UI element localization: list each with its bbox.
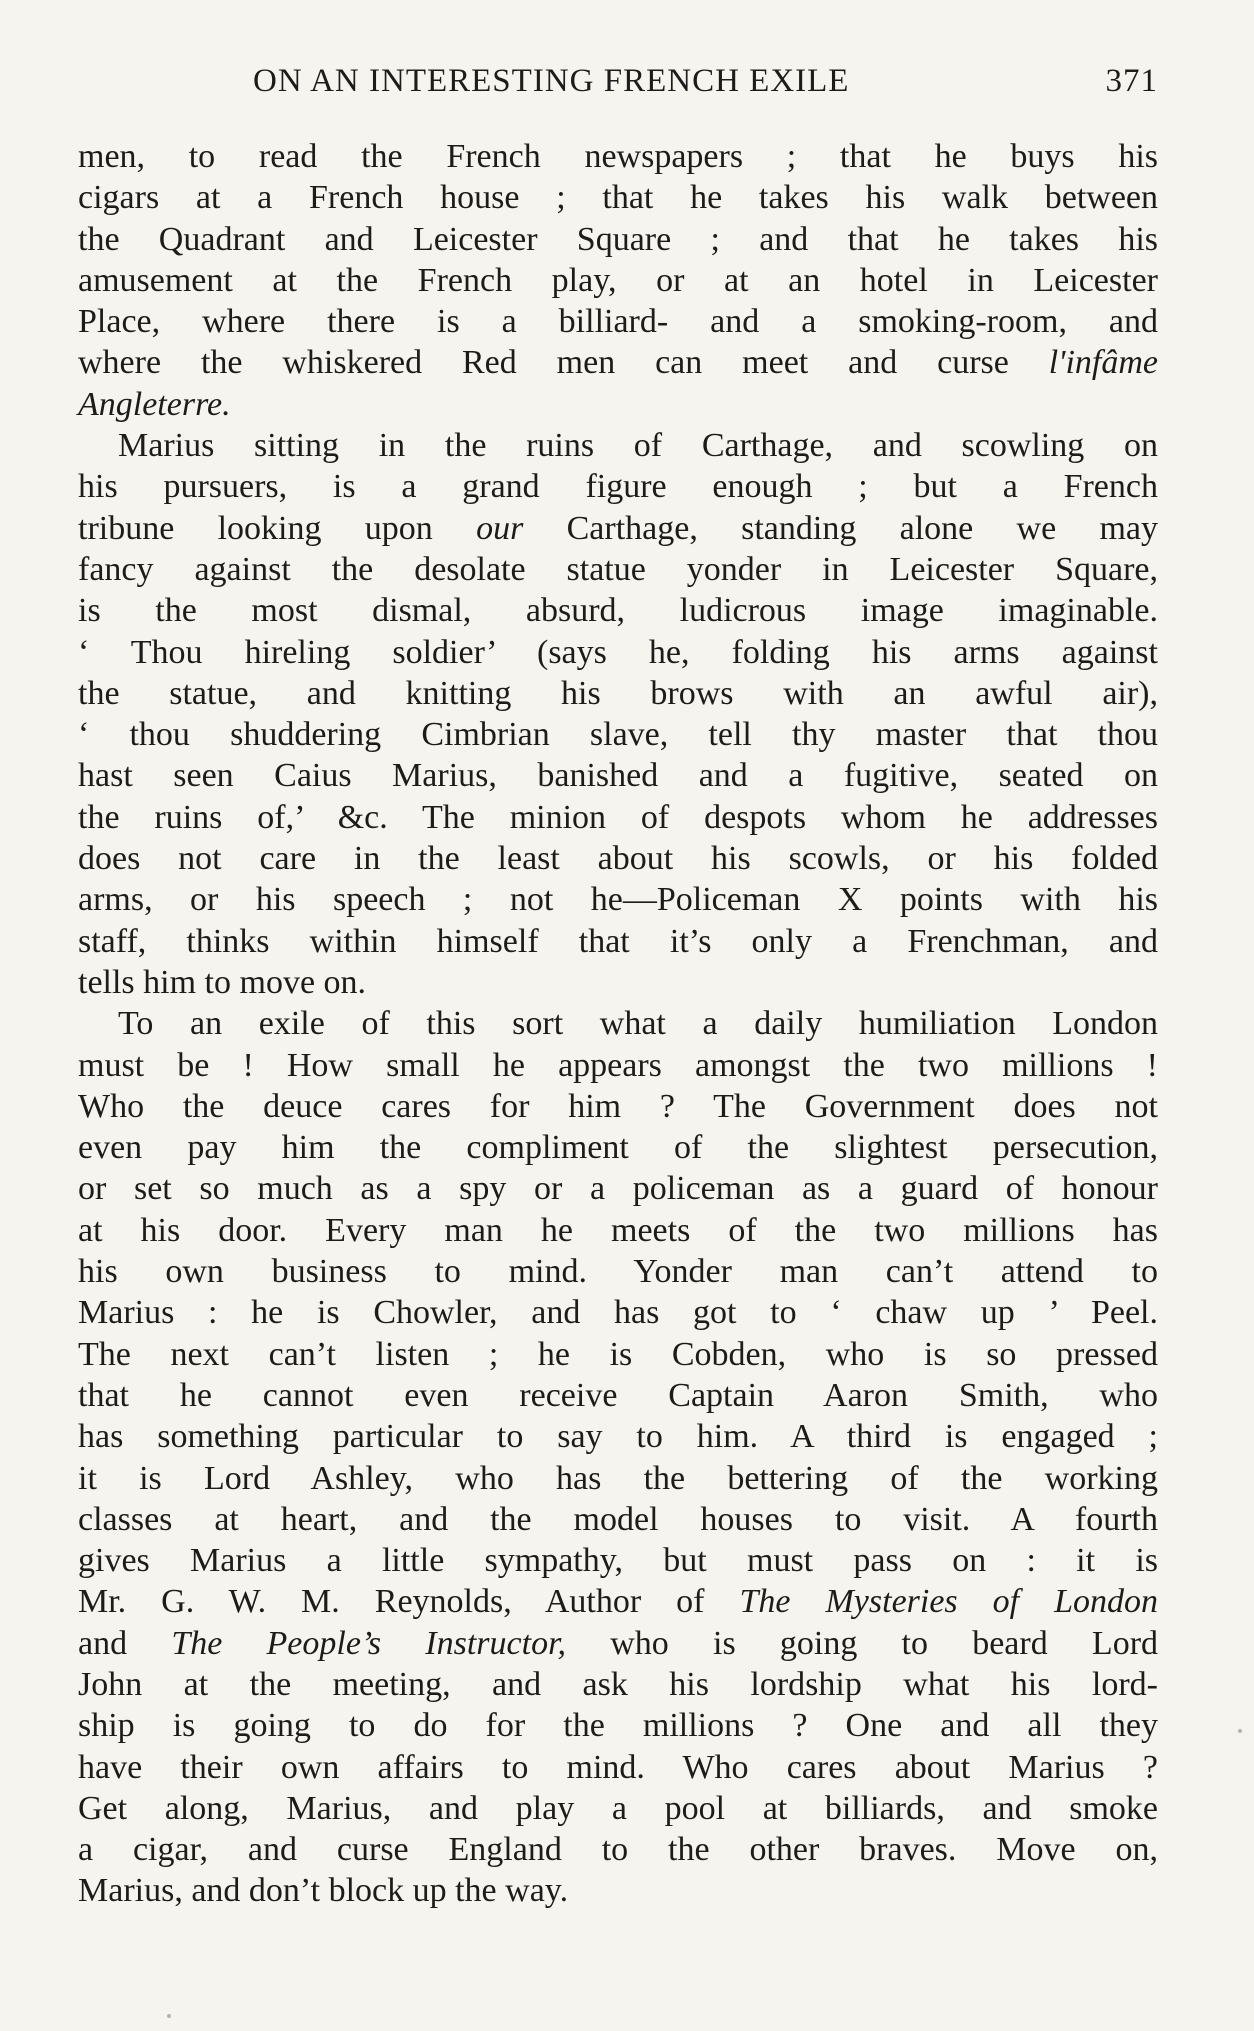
text-segment: Carthage, standing alone we may bbox=[566, 509, 1159, 547]
paragraph-start-line: Marius sitting in the ruins of Carthage, and scowling on bbox=[118, 427, 1158, 465]
text-line: The next can’t listen ; he is Cobden, who is so pressed bbox=[78, 1335, 1158, 1373]
text-line: ‘ thou shuddering Cimbrian slave, tell thy master that thou bbox=[78, 716, 1158, 754]
text-line bbox=[78, 342, 1158, 383]
text-segment: tribune looking upon bbox=[78, 509, 433, 547]
paragraph-start-line: To an exile of this sort what a daily humiliation London bbox=[118, 1005, 1158, 1043]
text-line: Who the deuce cares for him ? The Government does not bbox=[78, 1087, 1158, 1125]
text-line: tells him to move on. bbox=[78, 963, 367, 1001]
text-line: the Quadrant and Leicester Square ; and that he takes his bbox=[78, 220, 1158, 258]
text-line: has something particular to say to him. A third is engaged ; bbox=[78, 1418, 1158, 1456]
running-title: ON AN INTERESTING FRENCH EXILE bbox=[253, 63, 850, 99]
text-segment: and bbox=[78, 1624, 128, 1662]
text-line: men, to read the French newspapers ; that he buys his bbox=[78, 138, 1158, 175]
text-line: fancy against the desolate statue yonder in Leicester Square, bbox=[78, 550, 1158, 588]
text-line: have their own affairs to mind. Who cares about Marius ? bbox=[78, 1748, 1158, 1786]
text-line: a cigar, and curse England to the other braves. Move on, bbox=[78, 1831, 1158, 1869]
page-number: 371 bbox=[1105, 63, 1158, 99]
text-line: Marius, and don’t block up the way. bbox=[78, 1872, 569, 1910]
text-segment: where the whiskered Red men can meet and curse bbox=[78, 344, 1009, 382]
text-line: Marius : he is Chowler, and has got to ‘ chaw up ’ Peel. bbox=[78, 1294, 1158, 1332]
text-line: that he cannot even receive Captain Aaron Smith, who bbox=[78, 1376, 1158, 1414]
text-line bbox=[78, 1623, 1158, 1664]
text-line: cigars at a French house ; that he takes his walk between bbox=[78, 179, 1158, 217]
text-segment: who is going to beard Lord bbox=[610, 1624, 1159, 1662]
text-line: classes at heart, and the model houses to visit. A fourth bbox=[78, 1500, 1158, 1538]
text-line: hast seen Caius Marius, banished and a fugitive, seated on bbox=[78, 757, 1158, 795]
text-line: his own business to mind. Yonder man can’t attend to bbox=[78, 1253, 1158, 1291]
italic-phrase: l'infâme bbox=[1048, 344, 1158, 382]
italic-phrase: Angleterre. bbox=[78, 385, 231, 423]
text-line: staff, thinks within himself that it’s only a Frenchman, and bbox=[78, 922, 1158, 960]
text-line: amusement at the French play, or at an hotel in Leicester bbox=[78, 261, 1158, 299]
text-line bbox=[78, 384, 1158, 425]
text-segment: Mr. G. W. M. Reynolds, Author of bbox=[78, 1583, 705, 1621]
italic-word: our bbox=[476, 509, 524, 547]
text-line: or set so much as a spy or a policeman as a guard of honour bbox=[78, 1170, 1158, 1208]
text-line: Get along, Marius, and play a pool at billiards, and smoke bbox=[78, 1789, 1158, 1827]
running-head bbox=[78, 56, 1158, 106]
text-line: must be ! How small he appears amongst the two millions ! bbox=[78, 1046, 1158, 1084]
text-line: ship is going to do for the millions ? One and all they bbox=[78, 1707, 1158, 1745]
book-page bbox=[78, 0, 1158, 2031]
paper-speck bbox=[167, 2014, 171, 2018]
text-line: it is Lord Ashley, who has the bettering of the working bbox=[78, 1459, 1158, 1497]
paper-speck bbox=[1238, 1729, 1242, 1733]
text-line: at his door. Every man he meets of the two millions has bbox=[78, 1211, 1158, 1249]
book-title: The Mysteries of London bbox=[739, 1583, 1158, 1621]
text-line: gives Marius a little sympathy, but must pass on : it is bbox=[78, 1542, 1158, 1580]
text-line bbox=[78, 1581, 1158, 1622]
text-line: even pay him the compliment of the slightest persecution, bbox=[78, 1129, 1158, 1167]
text-line: the statue, and knitting his brows with an awful air), bbox=[78, 674, 1158, 712]
text-line: his pursuers, is a grand figure enough ; but a French bbox=[78, 468, 1158, 506]
text-line: ‘ Thou hireling soldier’ (says he, folding his arms against bbox=[78, 633, 1158, 671]
text-line: arms, or his speech ; not he—Policeman X points with his bbox=[78, 881, 1158, 919]
body-text bbox=[78, 136, 1158, 1912]
text-line: does not care in the least about his scowls, or his folded bbox=[78, 840, 1158, 878]
text-line bbox=[78, 508, 1158, 549]
book-title: The People’s Instructor, bbox=[171, 1624, 567, 1662]
text-line: the ruins of,’ &c. The minion of despots whom he addresses bbox=[78, 798, 1158, 836]
text-line: John at the meeting, and ask his lordship what his lord- bbox=[78, 1665, 1158, 1703]
text-line: Place, where there is a billiard- and a smoking-room, and bbox=[78, 303, 1158, 341]
text-line: is the most dismal, absurd, ludicrous image imaginable. bbox=[78, 592, 1158, 630]
